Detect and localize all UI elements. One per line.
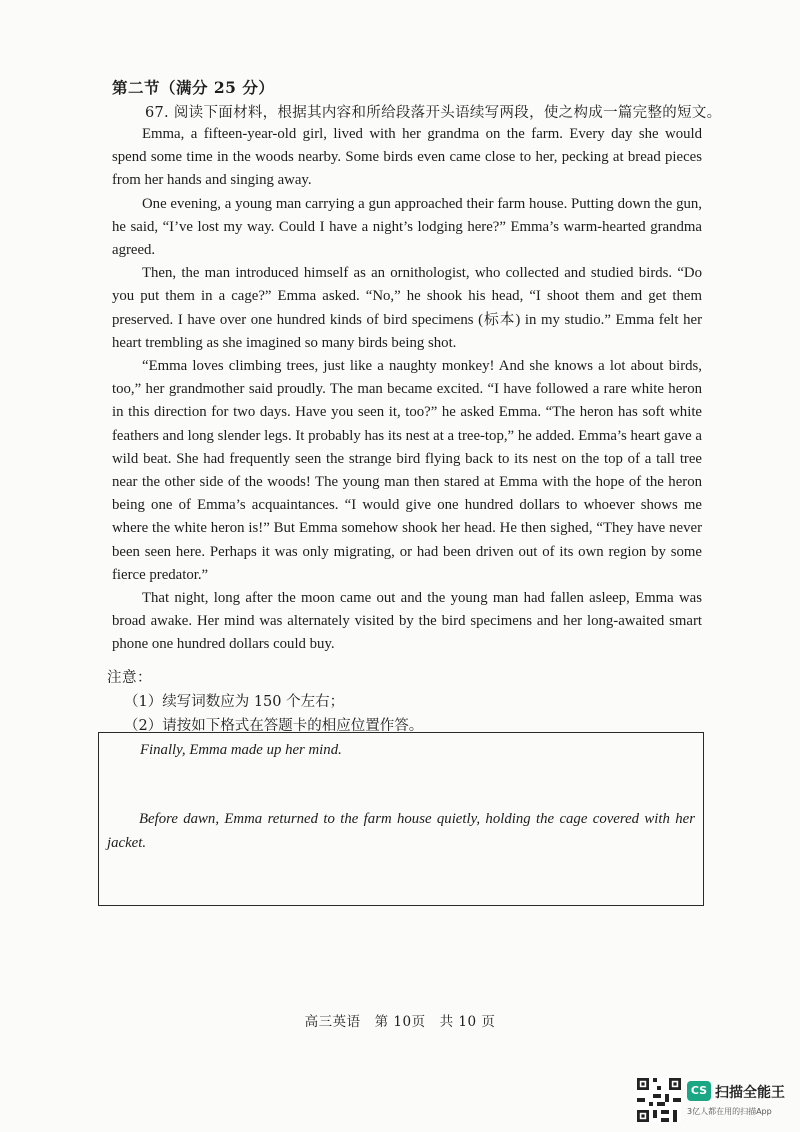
passage-paragraph: Emma, a fifteen-year-old girl, lived with her grandma on the farm. Every day she would spend some time in the woods nearby. Some birds even came close to her, pecking at bread pieces from her hands and singing away.	[112, 126, 702, 189]
passage-paragraph: Then, the man introduced himself as an ornithologist, who collected and studied birds. “Do you put them in a cage?” Emma asked. “No,” he shook his head, “I shoot them and get them preserved. I have over one hundred kinds of bird specimens (标本) in my studio.” Emma felt her heart trembling as she imagined so many birds being shot.	[112, 265, 702, 351]
question-prompt: 67. 阅读下面材料，根据其内容和所给段落开头语续写两段，使之构成一篇完整的短文。	[145, 105, 722, 121]
passage-paragraph: One evening, a young man carrying a gun approached their farm house. Putting down the gun, he said, “I’ve lost my way. Could I have a night’s lodging here?” Emma’s warm-hearted grandma agreed.	[112, 195, 702, 259]
page-footer: 高三英语 第 10页 共 10 页	[304, 1014, 496, 1030]
note-item: （1）续写词数应为 150 个左右；	[124, 694, 345, 710]
scanner-app-tagline: 3亿人都在用的扫描App	[687, 1107, 772, 1116]
passage-paragraph: That night, long after the moon came out and the young man had fallen asleep, Emma was broad awake. Her mind was alternately visited by the bird specimens and her long-awaited smart phone one hundred dollars could buy.	[112, 590, 702, 653]
passage-paragraph: “Emma loves climbing trees, just like a naughty monkey! And she knows a lot about birds, too,” her grandmother said proudly. The man became excited. “I have followed a rare white heron in this direction for two days. Have you seen it, too?” he asked Emma. “The heron has soft white feathers and long slender legs. It probably has its nest at a tree-top,” he added. Emma’s heart gave a wild beat. She had frequently seen the strange bird flying back to its nest on the top of a tall tree near the other side of the woods! The young man then stared at Emma with the hope of the heron being one of Emma’s acquaintances. “I would give one hundred dollars to whoever shows me where the white heron is!” But Emma somehow shook her head. He then sighed, “They have never been seen here. Perhaps it was only migrating, or had been driven out of its own region by some fierce predator.”	[112, 358, 702, 583]
answer-box	[98, 732, 704, 906]
qr-code-icon	[637, 1078, 681, 1122]
reading-passage	[112, 123, 702, 657]
note-item: （2）请按如下格式在答题卡的相应位置作答。	[124, 718, 424, 734]
scanner-app-name: 扫描全能王	[715, 1085, 785, 1101]
camscanner-logo-icon: CS	[687, 1081, 711, 1101]
notes-label: 注意：	[107, 670, 152, 686]
paragraph-opening-2: Before dawn, Emma returned to the farm house quietly, holding the cage covered with her jacket.	[107, 811, 695, 851]
paragraph-opening-1: Finally, Emma made up her mind.	[140, 742, 342, 758]
section-title: 第二节（满分 25 分）	[112, 78, 275, 97]
